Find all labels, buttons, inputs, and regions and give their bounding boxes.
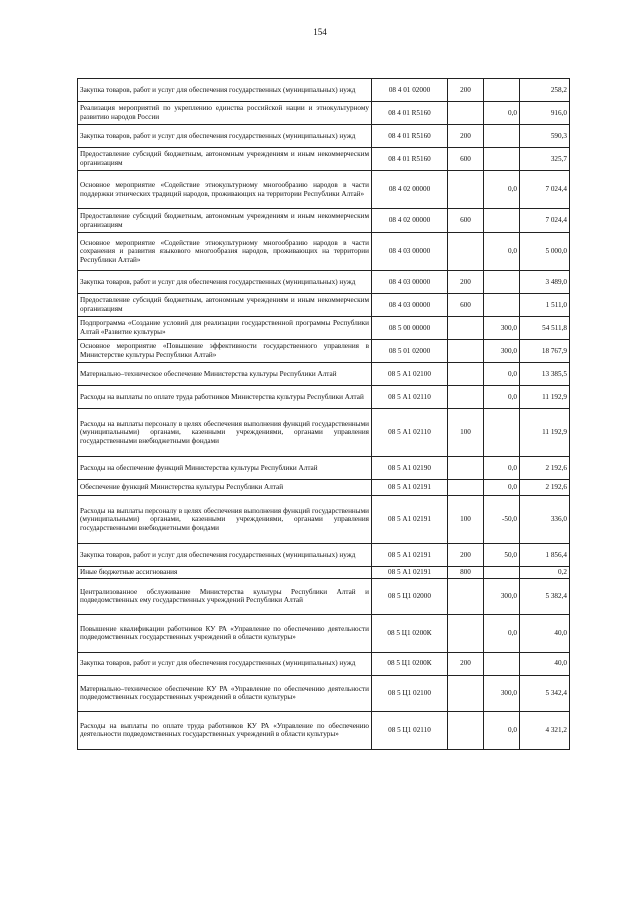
row-change-cell: 0,0	[484, 457, 520, 480]
row-name-cell: Основное мероприятие «Повышение эффективности государственного управления в Министерстве культуры Республики Алтай»	[78, 340, 372, 363]
row-change-cell: 0,0	[484, 233, 520, 271]
row-name-cell: Предоставление субсидий бюджетным, автономным учреждениям и иным некоммерческим организациям	[78, 294, 372, 317]
row-total-cell: 4 321,2	[520, 711, 570, 749]
row-expense-type-cell: 600	[448, 148, 484, 171]
row-name-cell: Основное мероприятие «Содействие этнокультурному многообразию народов в части сохранения и развития языкового многообразия народов, проживающих на территории Республики Алтай»	[78, 233, 372, 271]
row-name-cell: Обеспечение функций Министерства культуры Республики Алтай	[78, 480, 372, 496]
row-name-cell: Централизованное обслуживание Министерства культуры Республики Алтай и подведомственных ему государственных учреждений Республики Алтай	[78, 578, 372, 614]
row-name-cell: Материально–техническое обеспечение КУ РА «Управление по обеспечению деятельности подведомственных государственных учреждений в области культуры»	[78, 675, 372, 711]
row-change-cell: 0,0	[484, 480, 520, 496]
row-change-cell	[484, 271, 520, 294]
row-total-cell: 5 382,4	[520, 578, 570, 614]
row-total-cell: 18 767,9	[520, 340, 570, 363]
row-total-cell: 40,0	[520, 614, 570, 652]
row-total-cell: 1 856,4	[520, 544, 570, 567]
row-expense-type-cell	[448, 171, 484, 209]
row-total-cell: 916,0	[520, 102, 570, 125]
row-total-cell: 590,3	[520, 125, 570, 148]
row-expense-type-cell	[448, 340, 484, 363]
row-total-cell: 11 192,9	[520, 386, 570, 409]
table-row	[78, 544, 570, 567]
row-expense-type-cell	[448, 578, 484, 614]
row-code-cell: 08 4 01 R5160	[372, 125, 448, 148]
row-expense-type-cell: 100	[448, 409, 484, 457]
table-row	[78, 79, 570, 102]
table-row	[78, 578, 570, 614]
table-row	[78, 102, 570, 125]
row-change-cell	[484, 148, 520, 171]
table-row	[78, 340, 570, 363]
table-row	[78, 233, 570, 271]
table-row	[78, 148, 570, 171]
table-row	[78, 496, 570, 544]
row-change-cell	[484, 294, 520, 317]
row-change-cell	[484, 209, 520, 233]
row-expense-type-cell	[448, 317, 484, 340]
table-row	[78, 171, 570, 209]
row-code-cell: 08 4 02 00000	[372, 171, 448, 209]
row-name-cell: Реализация мероприятий по укреплению единства российской нации и этнокультурному развитию народов России	[78, 102, 372, 125]
row-expense-type-cell: 600	[448, 294, 484, 317]
row-change-cell	[484, 652, 520, 675]
row-name-cell: Подпрограмма «Создание условий для реализации государственной программы Республики Алтай «Развитие культуры»	[78, 317, 372, 340]
row-code-cell: 08 5 00 00000	[372, 317, 448, 340]
row-name-cell: Повышение квалификации работников КУ РА «Управление по обеспечению деятельности подведомственных государственных учреждений в области культуры»	[78, 614, 372, 652]
row-change-cell: 0,0	[484, 711, 520, 749]
row-expense-type-cell: 200	[448, 652, 484, 675]
table-row	[78, 125, 570, 148]
row-change-cell	[484, 409, 520, 457]
row-name-cell: Закупка товаров, работ и услуг для обеспечения государственных (муниципальных) нужд	[78, 271, 372, 294]
row-name-cell: Закупка товаров, работ и услуг для обеспечения государственных (муниципальных) нужд	[78, 125, 372, 148]
row-total-cell: 5 000,0	[520, 233, 570, 271]
table-row	[78, 711, 570, 749]
row-expense-type-cell: 200	[448, 544, 484, 567]
row-expense-type-cell	[448, 675, 484, 711]
row-expense-type-cell	[448, 233, 484, 271]
row-total-cell: 11 192,9	[520, 409, 570, 457]
row-code-cell: 08 5 Ц1 02000	[372, 578, 448, 614]
row-expense-type-cell	[448, 363, 484, 386]
row-name-cell: Предоставление субсидий бюджетным, автономным учреждениям и иным некоммерческим организациям	[78, 209, 372, 233]
row-code-cell: 08 4 03 00000	[372, 294, 448, 317]
row-expense-type-cell	[448, 711, 484, 749]
row-code-cell: 08 5 А1 02110	[372, 409, 448, 457]
table-row	[78, 614, 570, 652]
row-name-cell: Расходы на выплаты по оплате труда работников КУ РА «Управление по обеспечению деятельности подведомственных государственных учреждений в области культуры»	[78, 711, 372, 749]
table-row	[78, 675, 570, 711]
row-name-cell: Материально–техническое обеспечение Министерства культуры Республики Алтай	[78, 363, 372, 386]
table-row	[78, 209, 570, 233]
row-total-cell: 3 489,0	[520, 271, 570, 294]
table-row	[78, 294, 570, 317]
row-name-cell: Расходы на выплаты по оплате труда работников Министерства культуры Республики Алтай	[78, 386, 372, 409]
row-total-cell: 54 511,8	[520, 317, 570, 340]
row-name-cell: Закупка товаров, работ и услуг для обеспечения государственных (муниципальных) нужд	[78, 652, 372, 675]
row-code-cell: 08 5 А1 02191	[372, 480, 448, 496]
row-change-cell: 0,0	[484, 363, 520, 386]
row-change-cell: 300,0	[484, 675, 520, 711]
row-code-cell: 08 4 03 00000	[372, 233, 448, 271]
row-code-cell: 08 4 01 02000	[372, 79, 448, 102]
row-code-cell: 08 4 01 R5160	[372, 148, 448, 171]
row-total-cell: 258,2	[520, 79, 570, 102]
table-row	[78, 480, 570, 496]
row-code-cell: 08 5 А1 02191	[372, 496, 448, 544]
row-change-cell: 300,0	[484, 340, 520, 363]
row-change-cell: 0,0	[484, 614, 520, 652]
row-total-cell: 325,7	[520, 148, 570, 171]
row-total-cell: 7 024,4	[520, 171, 570, 209]
row-expense-type-cell	[448, 614, 484, 652]
row-code-cell: 08 4 02 00000	[372, 209, 448, 233]
row-expense-type-cell	[448, 102, 484, 125]
row-expense-type-cell: 200	[448, 79, 484, 102]
row-change-cell: 300,0	[484, 578, 520, 614]
row-change-cell: -50,0	[484, 496, 520, 544]
row-change-cell: 0,0	[484, 171, 520, 209]
table-row	[78, 409, 570, 457]
row-code-cell: 08 5 А1 02191	[372, 567, 448, 579]
table-row	[78, 457, 570, 480]
row-expense-type-cell	[448, 386, 484, 409]
row-code-cell: 08 5 А1 02190	[372, 457, 448, 480]
row-expense-type-cell: 200	[448, 271, 484, 294]
row-expense-type-cell	[448, 480, 484, 496]
row-expense-type-cell: 600	[448, 209, 484, 233]
row-total-cell: 40,0	[520, 652, 570, 675]
row-total-cell: 7 024,4	[520, 209, 570, 233]
row-code-cell: 08 4 03 00000	[372, 271, 448, 294]
row-code-cell: 08 5 Ц1 02110	[372, 711, 448, 749]
table-row	[78, 652, 570, 675]
row-code-cell: 08 5 Ц1 0200К	[372, 652, 448, 675]
row-change-cell	[484, 79, 520, 102]
budget-table-body	[78, 79, 570, 750]
row-code-cell: 08 4 01 R5160	[372, 102, 448, 125]
page-number: 154	[313, 27, 327, 37]
table-row	[78, 567, 570, 579]
row-change-cell	[484, 125, 520, 148]
row-name-cell: Расходы на выплаты персоналу в целях обеспечения выполнения функций государственными (муниципальными) органами, казенными учреждениями, органами управления государственными внебюджетными фондами	[78, 496, 372, 544]
row-name-cell: Расходы на выплаты персоналу в целях обеспечения выполнения функций государственными (муниципальными) органами, казенными учреждениями, органами управления государственными внебюджетными фондами	[78, 409, 372, 457]
row-total-cell: 336,0	[520, 496, 570, 544]
row-name-cell: Основное мероприятие «Содействие этнокультурному многообразию народов в части поддержки этнических традиций народов, проживающих на территории Республики Алтай»	[78, 171, 372, 209]
row-expense-type-cell: 200	[448, 125, 484, 148]
row-code-cell: 08 5 01 02000	[372, 340, 448, 363]
row-change-cell: 0,0	[484, 386, 520, 409]
row-total-cell: 5 342,4	[520, 675, 570, 711]
row-code-cell: 08 5 А1 02110	[372, 386, 448, 409]
row-expense-type-cell: 100	[448, 496, 484, 544]
row-name-cell: Закупка товаров, работ и услуг для обеспечения государственных (муниципальных) нужд	[78, 79, 372, 102]
budget-table	[77, 78, 570, 750]
row-total-cell: 2 192,6	[520, 480, 570, 496]
table-row	[78, 386, 570, 409]
row-expense-type-cell: 800	[448, 567, 484, 579]
table-row	[78, 271, 570, 294]
row-code-cell: 08 5 А1 02100	[372, 363, 448, 386]
row-name-cell: Предоставление субсидий бюджетным, автономным учреждениям и иным некоммерческим организациям	[78, 148, 372, 171]
row-name-cell: Закупка товаров, работ и услуг для обеспечения государственных (муниципальных) нужд	[78, 544, 372, 567]
row-change-cell	[484, 567, 520, 579]
row-name-cell: Расходы на обеспечение функций Министерства культуры Республики Алтай	[78, 457, 372, 480]
row-change-cell: 0,0	[484, 102, 520, 125]
table-row	[78, 363, 570, 386]
row-code-cell: 08 5 А1 02191	[372, 544, 448, 567]
row-change-cell: 50,0	[484, 544, 520, 567]
row-code-cell: 08 5 Ц1 02100	[372, 675, 448, 711]
row-total-cell: 2 192,6	[520, 457, 570, 480]
row-code-cell: 08 5 Ц1 0200К	[372, 614, 448, 652]
row-total-cell: 0,2	[520, 567, 570, 579]
row-change-cell: 300,0	[484, 317, 520, 340]
row-total-cell: 13 385,5	[520, 363, 570, 386]
table-row	[78, 317, 570, 340]
row-total-cell: 1 511,0	[520, 294, 570, 317]
row-expense-type-cell	[448, 457, 484, 480]
row-name-cell: Иные бюджетные ассигнования	[78, 567, 372, 579]
